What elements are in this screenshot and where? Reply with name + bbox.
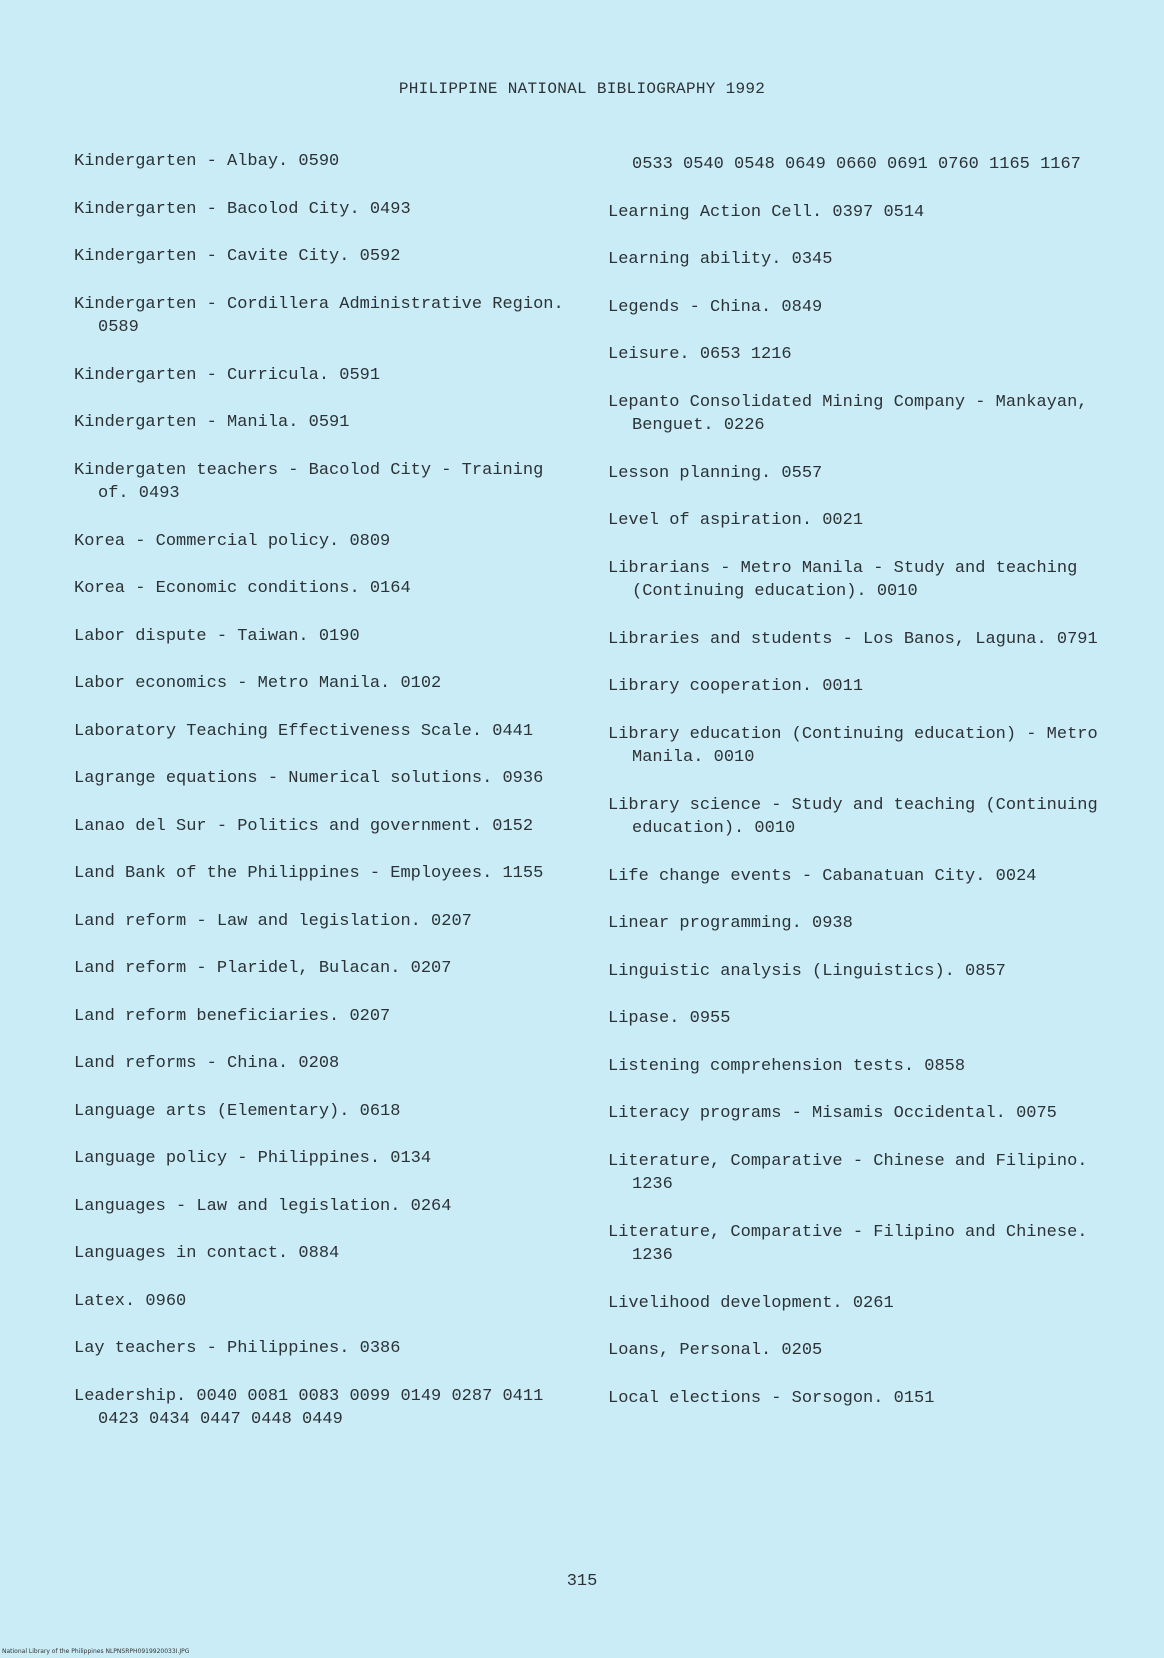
index-entry: Land Bank of the Philippines - Employees. 1155 bbox=[74, 864, 544, 883]
index-entry: 0533 0540 0548 0649 0660 0691 0760 1165 1167 bbox=[632, 155, 1081, 174]
page-title: PHILIPPINE NATIONAL BIBLIOGRAPHY 1992 bbox=[398, 80, 766, 98]
page-number: 315 bbox=[566, 1572, 598, 1591]
index-entry: Lay teachers - Philippines. 0386 bbox=[74, 1339, 401, 1358]
scan-footer: National Library of the Philippines NLPNSRPH0919920033I.JPG bbox=[2, 1648, 190, 1655]
index-entry: Literature, Comparative - Chinese and Filipino. 1236 bbox=[608, 1151, 1088, 1194]
index-entry: Lagrange equations - Numerical solutions. 0936 bbox=[74, 769, 544, 788]
index-entry: Libraries and students - Los Banos, Laguna. 0791 bbox=[608, 629, 1098, 649]
index-entry: Kindergarten - Manila. 0591 bbox=[74, 413, 350, 432]
index-entry: Laboratory Teaching Effectiveness Scale. 0441 bbox=[74, 721, 534, 741]
index-entry: Librarians - Metro Manila - Study and teaching (Continuing education). 0010 bbox=[608, 558, 1078, 601]
index-entry: Library science - Study and teaching (Continuing education). 0010 bbox=[608, 795, 1098, 838]
index-entry: Labor dispute - Taiwan. 0190 bbox=[74, 626, 360, 646]
index-entry: Kindergarten - Albay. 0590 bbox=[74, 152, 340, 171]
index-entry: Listening comprehension tests. 0858 bbox=[608, 1056, 966, 1076]
index-entry: Level of aspiration. 0021 bbox=[608, 511, 864, 530]
index-entry: Land reform - Law and legislation. 0207 bbox=[74, 911, 472, 931]
index-entry: Linguistic analysis (Linguistics). 0857 bbox=[608, 961, 1006, 981]
index-entry: Kindergarten - Cordillera Administrative Region. 0589 bbox=[74, 294, 564, 337]
index-entry: Loans, Personal. 0205 bbox=[608, 1341, 823, 1360]
index-entry: Lesson planning. 0557 bbox=[608, 463, 823, 483]
index-entry: Library cooperation. 0011 bbox=[608, 677, 864, 696]
index-entry: Kindergaten teachers - Bacolod City - Training of. 0493 bbox=[74, 460, 544, 503]
index-entry: Livelihood development. 0261 bbox=[608, 1293, 894, 1313]
index-entry: Legends - China. 0849 bbox=[608, 297, 823, 317]
index-entry: Literacy programs - Misamis Occidental. 0075 bbox=[608, 1104, 1057, 1123]
index-entry: Life change events - Cabanatuan City. 0024 bbox=[608, 866, 1037, 886]
index-entry: Languages - Law and legislation. 0264 bbox=[74, 1196, 452, 1216]
index-entry: Linear programming. 0938 bbox=[608, 914, 853, 933]
index-entry: Land reforms - China. 0208 bbox=[74, 1054, 340, 1073]
index-entry: Land reform - Plaridel, Bulacan. 0207 bbox=[74, 959, 452, 978]
index-entry: Lipase. 0955 bbox=[608, 1009, 731, 1028]
right-column bbox=[608, 153, 1108, 1434]
index-entry: Local elections - Sorsogon. 0151 bbox=[608, 1388, 935, 1408]
index-entry: Leadership. 0040 0081 0083 0099 0149 0287 0411 0423 0434 0447 0448 0449 bbox=[74, 1386, 544, 1429]
index-entry: Library education (Continuing education) - Metro Manila. 0010 bbox=[608, 724, 1098, 767]
index-entry: Latex. 0960 bbox=[74, 1291, 187, 1311]
index-entry: Language policy - Philippines. 0134 bbox=[74, 1149, 432, 1168]
index-entry: Learning Action Cell. 0397 0514 bbox=[608, 202, 925, 222]
index-entry: Lanao del Sur - Politics and government. 0152 bbox=[74, 816, 534, 836]
index-entry: Kindergarten - Curricula. 0591 bbox=[74, 365, 381, 385]
index-entry: Leisure. 0653 1216 bbox=[608, 345, 792, 364]
left-column bbox=[74, 150, 574, 1456]
index-entry: Languages in contact. 0884 bbox=[74, 1244, 340, 1263]
index-entry: Land reform beneficiaries. 0207 bbox=[74, 1006, 391, 1026]
index-entry: Korea - Commercial policy. 0809 bbox=[74, 531, 391, 551]
index-entry: Labor economics - Metro Manila. 0102 bbox=[74, 674, 442, 693]
index-entry: Lepanto Consolidated Mining Company - Mankayan, Benguet. 0226 bbox=[608, 392, 1088, 435]
index-entry: Korea - Economic conditions. 0164 bbox=[74, 579, 411, 598]
index-entry: Language arts (Elementary). 0618 bbox=[74, 1101, 401, 1121]
index-entry: Kindergarten - Cavite City. 0592 bbox=[74, 247, 401, 266]
index-entry: Kindergarten - Bacolod City. 0493 bbox=[74, 199, 411, 219]
index-entry: Learning ability. 0345 bbox=[608, 250, 833, 269]
index-entry: Literature, Comparative - Filipino and Chinese. 1236 bbox=[608, 1222, 1088, 1265]
